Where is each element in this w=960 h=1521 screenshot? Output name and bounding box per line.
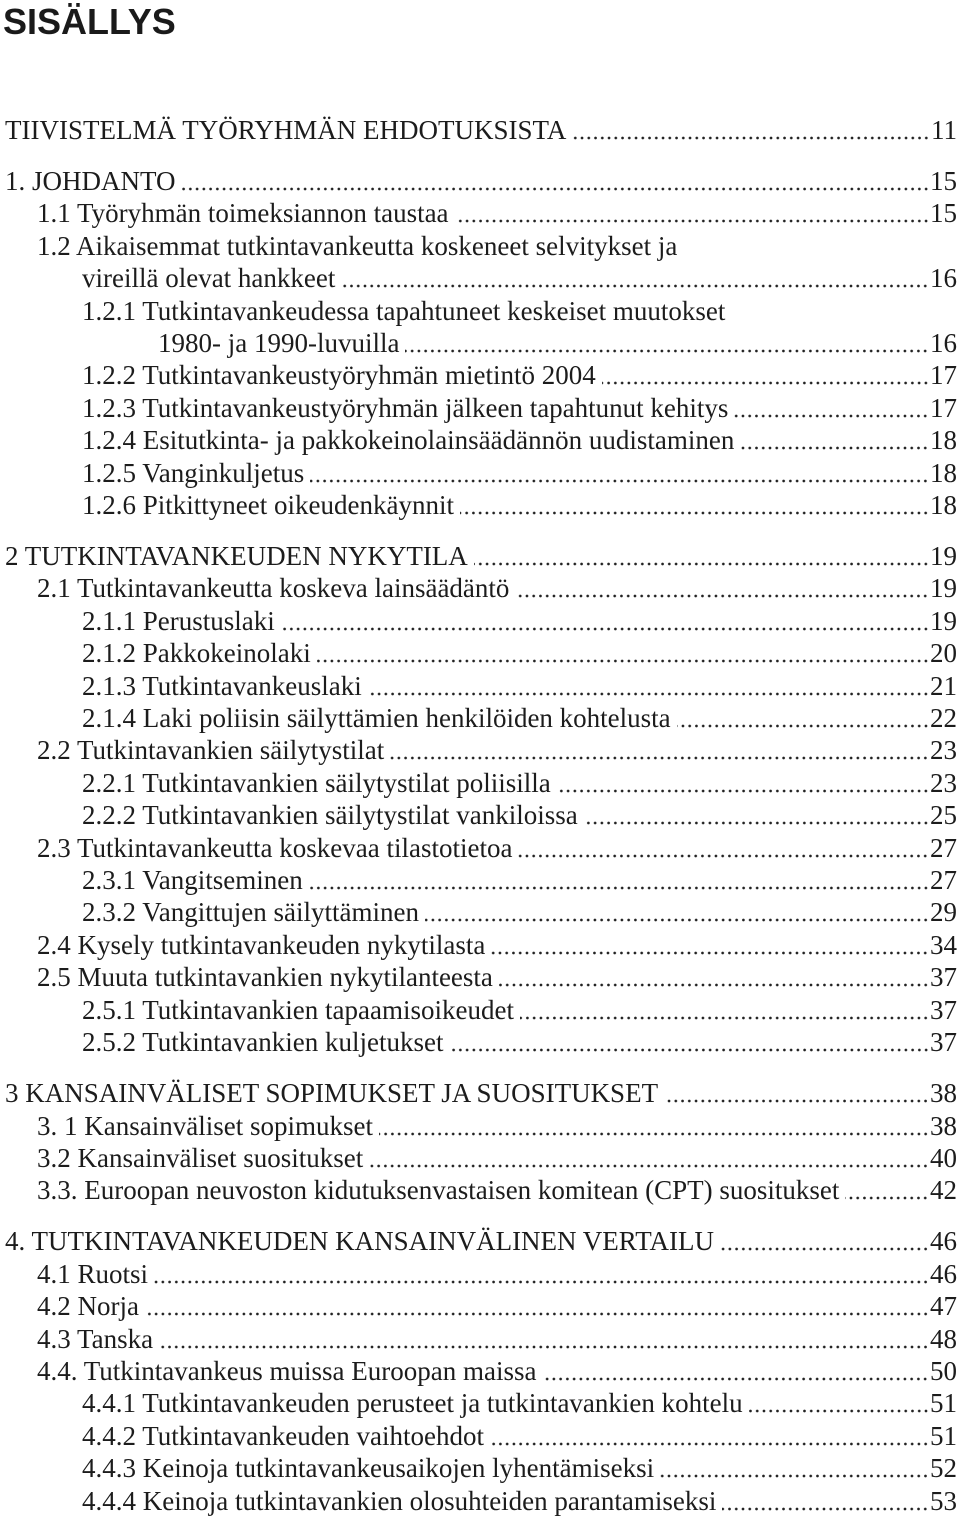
- toc-entry-label: 4.3 Tanska: [37, 1323, 154, 1354]
- toc-entry: [0, 1174, 957, 1206]
- toc-dot-leader: [578, 799, 930, 831]
- toc-entry-first-line: [0, 295, 957, 327]
- toc-page-number: 53: [930, 1485, 957, 1516]
- toc-dot-leader: [176, 165, 930, 197]
- toc-entry: [0, 165, 957, 197]
- toc-dot-leader: [153, 1323, 930, 1355]
- toc-dot-leader: [484, 1420, 930, 1452]
- toc-dot-leader: [551, 767, 930, 799]
- toc-page-number: 29: [930, 897, 957, 928]
- toc-page-number: 46: [930, 1258, 957, 1289]
- toc-entry: [0, 1142, 957, 1174]
- toc-entry: [0, 489, 957, 521]
- toc-entry-label: 4.4. Tutkintavankeus muissa Euroopan maissa: [37, 1356, 537, 1387]
- toc-entry: [0, 961, 957, 993]
- toc-entry: [0, 994, 957, 1026]
- toc-entry-label: 2.2.1 Tutkintavankien säilytystilat poliisilla: [82, 767, 551, 798]
- toc-entry-label: 1.2.1 Tutkintavankeudessa tapahtuneet keskeiset muutokset: [82, 295, 726, 326]
- toc-page-number: 48: [930, 1323, 957, 1354]
- toc-entry: [0, 424, 957, 456]
- toc-entry: [0, 197, 957, 229]
- toc-entry-label: 2.3 Tutkintavankeutta koskevaa tilastotietoa: [37, 832, 513, 863]
- toc-dot-leader: [304, 457, 930, 489]
- toc-page-number: 17: [930, 392, 957, 423]
- toc-entry-label: 4.4.3 Keinoja tutkintavankeusaikojen lyhentämiseksi: [82, 1453, 655, 1484]
- toc-dot-leader: [536, 1355, 930, 1387]
- toc-page-number: 16: [930, 263, 957, 294]
- toc-entry: [0, 799, 957, 831]
- toc-entry: [0, 262, 957, 294]
- toc-page-number: 20: [930, 638, 957, 669]
- toc-entry-label: 1.1 Työryhmän toimeksiannon taustaa: [37, 198, 449, 229]
- toc-entry: [0, 1225, 957, 1257]
- toc-page-number: 51: [930, 1420, 957, 1451]
- toc-entry: [0, 1387, 957, 1419]
- toc-entry-label: 4.4.2 Tutkintavankeuden vaihtoehdot: [82, 1420, 484, 1451]
- toc-page-number: 16: [930, 327, 957, 358]
- toc-entry: [0, 832, 957, 864]
- toc-dot-leader: [311, 637, 930, 669]
- toc-entry: [0, 1026, 957, 1058]
- toc-page-number: 23: [930, 735, 957, 766]
- toc-page-number: 50: [930, 1356, 957, 1387]
- toc-entry: [0, 864, 957, 896]
- toc-dot-leader: [148, 1258, 930, 1290]
- toc-entry: [0, 392, 957, 424]
- toc-page-number: 27: [930, 832, 957, 863]
- toc-page-number: 52: [930, 1453, 957, 1484]
- toc-entry-label: 2.3.1 Vangitseminen: [82, 864, 303, 895]
- toc-dot-leader: [512, 832, 930, 864]
- toc-entry-label: 1.2.4 Esitutkinta- ja pakkokeinolainsäädännön uudistaminen: [82, 425, 735, 456]
- toc-dot-leader: [839, 1174, 930, 1206]
- toc-page-number: 11: [931, 114, 957, 145]
- toc-page-number: 51: [930, 1388, 957, 1419]
- toc-page-number: 21: [930, 670, 957, 701]
- toc-page-number: 37: [930, 1026, 957, 1057]
- toc-page-number: 40: [930, 1142, 957, 1173]
- toc-entry: [0, 1110, 957, 1142]
- toc-entry-label: 1.2.5 Vanginkuljetus: [82, 457, 305, 488]
- toc-page-number: 18: [930, 489, 957, 520]
- toc-page-number: 17: [930, 360, 957, 391]
- toc-entry-label: 1. JOHDANTO: [5, 165, 176, 196]
- toc-dot-leader: [384, 734, 930, 766]
- toc-page-number: 34: [930, 929, 957, 960]
- toc-entry: [0, 637, 957, 669]
- toc-dot-leader: [468, 540, 930, 572]
- toc-page-number: 19: [930, 573, 957, 604]
- toc-entry-label: TIIVISTELMÄ TYÖRYHMÄN EHDOTUKSISTA: [5, 114, 567, 145]
- toc-entry-label: 2.2.2 Tutkintavankien säilytystilat vankiloissa: [82, 800, 578, 831]
- toc-entry-label: 2.5.1 Tutkintavankien tapaamisoikeudet: [82, 994, 514, 1025]
- toc-dot-leader: [363, 1142, 930, 1174]
- toc-dot-leader: [362, 670, 930, 702]
- toc-entry: [0, 767, 957, 799]
- toc-page-number: 25: [930, 800, 957, 831]
- toc-entry: [0, 1452, 957, 1484]
- toc-entry-label: 2.5 Muuta tutkintavankien nykytilanteesta: [37, 962, 493, 993]
- toc-page-number: 23: [930, 767, 957, 798]
- toc-entry-label: 1980- ja 1990-luvuilla: [158, 327, 400, 358]
- toc-entry: [0, 327, 957, 359]
- toc-entry-label: vireillä olevat hankkeet: [82, 263, 336, 294]
- toc-entry-label: 4.4.1 Tutkintavankeuden perusteet ja tutkintavankien kohtelu: [82, 1388, 743, 1419]
- toc-page-number: 37: [930, 962, 957, 993]
- toc-entry-label: 4. TUTKINTAVANKEUDEN KANSAINVÄLINEN VERTAILU: [5, 1226, 715, 1257]
- toc-entry: [0, 734, 957, 766]
- toc-entry-label: 4.4.4 Keinoja tutkintavankien olosuhteiden parantamiseksi: [82, 1485, 717, 1516]
- toc-page-number: 15: [930, 198, 957, 229]
- toc-entry-label: 3 KANSAINVÄLISET SOPIMUKSET JA SUOSITUKSET: [5, 1078, 659, 1109]
- toc-dot-leader: [658, 1077, 930, 1109]
- toc-entry-label: 2.1.4 Laki poliisin säilyttämien henkilöiden kohtelusta: [82, 703, 671, 734]
- toc-entry: [0, 572, 957, 604]
- toc-dot-leader: [716, 1485, 930, 1517]
- toc-entry: [0, 1485, 957, 1517]
- toc-entry: [0, 457, 957, 489]
- toc-entry-label: 3. 1 Kansainväliset sopimukset: [37, 1110, 373, 1141]
- toc-dot-leader: [743, 1387, 930, 1419]
- toc-dot-leader: [139, 1290, 930, 1322]
- toc-entry: [0, 1355, 957, 1387]
- toc-entry: [0, 1323, 957, 1355]
- toc-dot-leader: [303, 864, 930, 896]
- toc-dot-leader: [714, 1225, 930, 1257]
- toc-entry-label: 2.3.2 Vangittujen säilyttäminen: [82, 897, 419, 928]
- toc-page-number: 42: [930, 1175, 957, 1206]
- toc-entry: [0, 605, 957, 637]
- toc-entry: [0, 1258, 957, 1290]
- toc-dot-leader: [449, 197, 930, 229]
- toc-dot-leader: [275, 605, 930, 637]
- page-title: SISÄLLYS: [3, 1, 176, 42]
- toc-page-number: 27: [930, 864, 957, 895]
- toc-entry-label: 2.1 Tutkintavankeutta koskeva lainsäädäntö: [37, 573, 510, 604]
- toc-dot-leader: [419, 896, 930, 928]
- toc-entry: [0, 929, 957, 961]
- toc-dot-leader: [335, 262, 930, 294]
- toc-entry: [0, 359, 957, 391]
- toc-entry-label: 2.1.1 Perustuslaki: [82, 605, 275, 636]
- toc-entry: [0, 896, 957, 928]
- toc-chapter-group: [0, 540, 957, 1058]
- toc-dot-leader: [728, 392, 930, 424]
- toc-dot-leader: [509, 572, 930, 604]
- toc-dot-leader: [596, 359, 930, 391]
- toc-dot-leader: [654, 1452, 930, 1484]
- toc-page-number: 37: [930, 994, 957, 1025]
- toc-dot-leader: [493, 961, 930, 993]
- toc-chapter-group: [0, 1077, 957, 1207]
- toc-page-number: 46: [930, 1226, 957, 1257]
- toc-dot-leader: [485, 929, 930, 961]
- toc-dot-leader: [399, 327, 930, 359]
- toc-entry-label: 1.2 Aikaisemmat tutkintavankeutta koskeneet selvitykset ja: [37, 230, 678, 261]
- toc-dot-leader: [444, 1026, 931, 1058]
- toc-entry-label: 4.2 Norja: [37, 1291, 139, 1322]
- toc-entry-label: 2.1.2 Pakkokeinolaki: [82, 638, 311, 669]
- toc-dot-leader: [566, 114, 931, 146]
- toc-page-number: 15: [930, 165, 957, 196]
- toc-entry: [0, 114, 957, 146]
- toc-page-number: 19: [930, 541, 957, 572]
- toc-entry-label: 2.4 Kysely tutkintavankeuden nykytilasta: [37, 929, 486, 960]
- toc-page-number: 38: [930, 1110, 957, 1141]
- toc-dot-leader: [454, 489, 930, 521]
- toc-entry-label: 2.5.2 Tutkintavankien kuljetukset: [82, 1026, 444, 1057]
- toc-entry-label: 1.2.3 Tutkintavankeustyöryhmän jälkeen tapahtunut kehitys: [82, 392, 729, 423]
- toc-page-number: 18: [930, 425, 957, 456]
- toc-entry-first-line: [0, 230, 957, 262]
- toc-dot-leader: [373, 1110, 930, 1142]
- toc-entry: [0, 540, 957, 572]
- toc-entry: [0, 702, 957, 734]
- toc-entry-label: 1.2.2 Tutkintavankeustyöryhmän mietintö 2004: [82, 360, 596, 391]
- toc-entry-label: 3.3. Euroopan neuvoston kidutuksenvastaisen komitean (CPT) suositukset: [37, 1175, 840, 1206]
- toc-entry-label: 2.2 Tutkintavankien säilytystilat: [37, 735, 385, 766]
- toc-entry-label: 3.2 Kansainväliset suositukset: [37, 1142, 364, 1173]
- toc-entry-label: 2.1.3 Tutkintavankeuslaki: [82, 670, 362, 701]
- toc-entry: [0, 1290, 957, 1322]
- toc-dot-leader: [514, 994, 930, 1026]
- toc-chapter-group: [0, 114, 957, 146]
- toc-page-number: 47: [930, 1291, 957, 1322]
- toc-entry: [0, 1077, 957, 1109]
- toc-entry: [0, 1420, 957, 1452]
- toc-page-number: 18: [930, 457, 957, 488]
- toc-page-number: 38: [930, 1078, 957, 1109]
- toc-entry-label: 1.2.6 Pitkittyneet oikeudenkäynnit: [82, 489, 454, 520]
- toc-entry-label: 2 TUTKINTAVANKEUDEN NYKYTILA: [5, 541, 468, 572]
- toc-chapter-group: [0, 1225, 957, 1517]
- toc-dot-leader: [671, 702, 930, 734]
- toc-entry-label: 4.1 Ruotsi: [37, 1258, 149, 1289]
- toc-page-number: 22: [930, 703, 957, 734]
- toc-entry: [0, 670, 957, 702]
- toc-dot-leader: [734, 424, 930, 456]
- table-of-contents: [0, 114, 960, 1517]
- toc-chapter-group: [0, 165, 957, 521]
- toc-page-number: 19: [930, 605, 957, 636]
